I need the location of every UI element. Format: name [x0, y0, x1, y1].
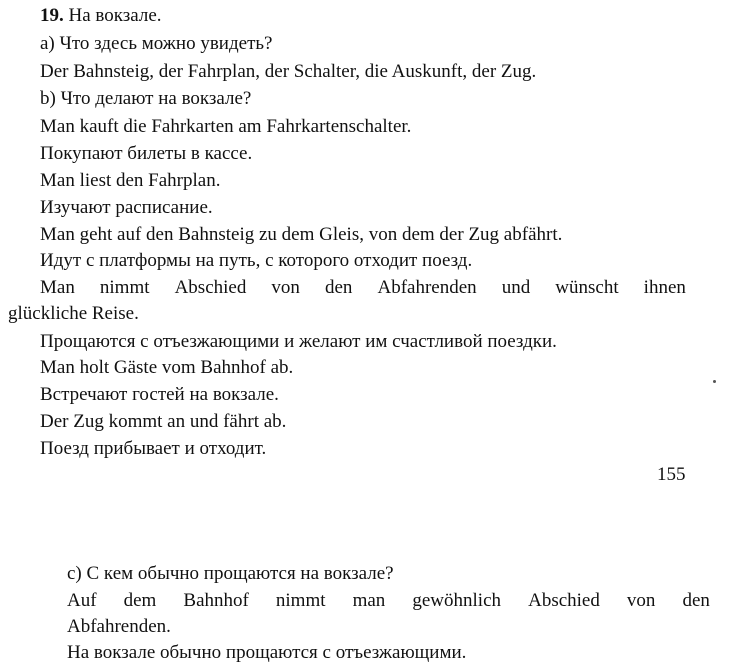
word: nimmt [99, 277, 150, 298]
word: man [352, 590, 386, 611]
part-b-line: Встречают гостей на вокзале. [40, 384, 279, 405]
word: Abschied [528, 590, 600, 611]
word: gewöhnlich [412, 590, 502, 611]
word: von [271, 277, 300, 298]
part-b-line: Der Zug kommt an und fährt ab. [40, 411, 287, 432]
exercise-number: 19. [40, 5, 64, 26]
part-b-line-continuation: glückliche Reise. [8, 303, 139, 324]
word: Man [40, 277, 75, 298]
word: Abfahrenden [377, 277, 477, 298]
part-a-question: a) Что здесь можно увидеть? [40, 33, 273, 54]
word: Bahnhof [183, 590, 249, 611]
word: von [626, 590, 656, 611]
part-b-line: Man kauft die Fahrkarten am Fahrkartenschalter. [40, 116, 412, 137]
word: den [324, 277, 353, 298]
part-c-answer: На вокзале обычно прощаются с отъезжающими. [67, 642, 467, 663]
word: ihnen [643, 277, 686, 298]
part-b-line: Man liest den Fahrplan. [40, 170, 221, 191]
word: dem [123, 590, 157, 611]
part-b-line: Изучают расписание. [40, 197, 213, 218]
part-b-question: b) Что делают на вокзале? [40, 88, 252, 109]
scan-speck [713, 380, 716, 383]
part-b-line: Man holt Gäste vom Bahnhof ab. [40, 357, 294, 378]
word: Abschied [174, 277, 247, 298]
word: Auf [67, 590, 97, 611]
exercise-title: На вокзале. [68, 5, 162, 26]
word: und [501, 277, 531, 298]
part-b-line: Покупают билеты в кассе. [40, 143, 253, 164]
word: nimmt [275, 590, 326, 611]
exercise-heading [40, 4, 162, 28]
part-b-line: Поезд прибывает и отходит. [40, 438, 267, 459]
page-number: 155 [657, 464, 686, 485]
part-b-justified-line [40, 276, 686, 300]
word: den [682, 590, 710, 611]
part-b-line: Идут с платформы на путь, с которого отходит поезд. [40, 250, 473, 271]
part-b-line: Прощаются с отъезжающими и желают им счастливой поездки. [40, 331, 557, 352]
part-c-question: c) С кем обычно прощаются на вокзале? [67, 563, 394, 584]
part-b-line: Man geht auf den Bahnsteig zu dem Gleis, von dem der Zug abfährt. [40, 224, 563, 245]
word: wünscht [555, 277, 619, 298]
part-c-line-continuation: Abfahrenden. [67, 616, 171, 637]
part-a-answer: Der Bahnsteig, der Fahrplan, der Schalter, die Auskunft, der Zug. [40, 61, 537, 82]
part-c-justified-line [67, 589, 710, 613]
